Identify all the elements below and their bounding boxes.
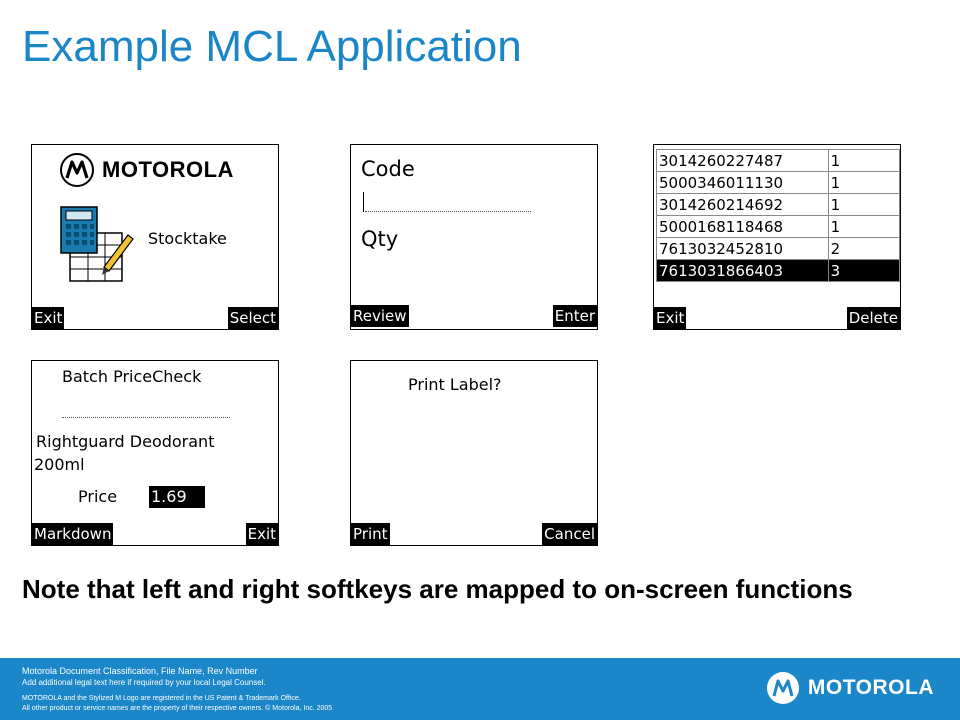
slide-title: Example MCL Application <box>22 22 522 71</box>
softkey-left-exit[interactable]: Exit <box>34 309 63 327</box>
table-row[interactable] <box>657 172 900 194</box>
motorola-logo <box>60 153 234 187</box>
screen-pricecheck <box>31 360 279 546</box>
softkey-right-enter[interactable]: Enter <box>554 307 595 325</box>
footer-brand <box>767 672 934 704</box>
softkey-left-exit[interactable]: Exit <box>656 309 685 327</box>
softkey-right-exit[interactable]: Exit <box>247 525 276 543</box>
table-row[interactable] <box>657 150 900 172</box>
footer-brand-wordmark: MOTOROLA <box>807 676 934 699</box>
footer-bar <box>0 658 960 720</box>
barcode-cell: 7613031866403 <box>657 260 829 282</box>
motorola-m-logo-icon <box>767 672 799 704</box>
softkey-left-review[interactable]: Review <box>353 307 407 325</box>
softkey-right-delete[interactable]: Delete <box>848 309 898 327</box>
footer-classification: Motorola Document Classification, File Name, Rev Number <box>22 666 258 676</box>
quantity-cell: 2 <box>828 238 899 260</box>
screen-print <box>350 360 598 546</box>
print-prompt: Print Label? <box>408 375 502 394</box>
price-label: Price <box>78 487 118 506</box>
footer-trademark-1: MOTOROLA and the Stylized M Logo are registered in the US Patent & Trademark Office. <box>22 695 301 702</box>
quantity-cell: 3 <box>828 260 899 282</box>
barcode-cell: 3014260214692 <box>657 194 829 216</box>
motorola-logo-icon <box>60 153 94 187</box>
footer-trademark-2: All other product or service names are the property of their respective owners. © Motorola, Inc. 2005 <box>22 705 333 712</box>
product-size: 200ml <box>34 455 85 474</box>
barcode-cell: 7613032452810 <box>657 238 829 260</box>
barcode-cell: 5000168118468 <box>657 216 829 238</box>
table-row[interactable] <box>657 194 900 216</box>
scanned-items-table <box>656 149 900 282</box>
slide-note: Note that left and right softkeys are mapped to on-screen functions <box>22 574 853 604</box>
stocktake-app-icon[interactable] <box>58 205 136 285</box>
quantity-cell: 1 <box>828 216 899 238</box>
table-row[interactable] <box>657 216 900 238</box>
barcode-cell: 3014260227487 <box>657 150 829 172</box>
quantity-cell: 1 <box>828 172 899 194</box>
table-row[interactable] <box>657 260 900 282</box>
softkey-left-markdown[interactable]: Markdown <box>34 525 112 543</box>
text-cursor <box>363 192 364 212</box>
quantity-cell: 1 <box>828 150 899 172</box>
table-row[interactable] <box>657 238 900 260</box>
stocktake-label[interactable]: Stocktake <box>148 229 227 248</box>
qty-label: Qty <box>361 227 399 251</box>
screen-home <box>31 144 279 330</box>
code-input[interactable] <box>365 211 531 212</box>
softkey-right-select[interactable]: Select <box>229 309 276 327</box>
barcode-input[interactable] <box>62 417 230 418</box>
footer-legal: Add additional legal text here if required by your local Legal Counsel. <box>22 678 266 687</box>
pricecheck-title: Batch PriceCheck <box>62 367 202 386</box>
screen-entry <box>350 144 598 330</box>
quantity-cell: 1 <box>828 194 899 216</box>
screen-review <box>653 144 901 330</box>
softkey-right-cancel[interactable]: Cancel <box>544 525 595 543</box>
qty-input[interactable] <box>365 270 531 271</box>
barcode-cell: 5000346011130 <box>657 172 829 194</box>
product-name: Rightguard Deodorant <box>36 432 215 451</box>
price-value-field[interactable]: 1.69 <box>149 486 205 508</box>
motorola-wordmark: MOTOROLA <box>102 157 234 182</box>
softkey-left-print[interactable]: Print <box>353 525 388 543</box>
code-label: Code <box>361 157 415 181</box>
